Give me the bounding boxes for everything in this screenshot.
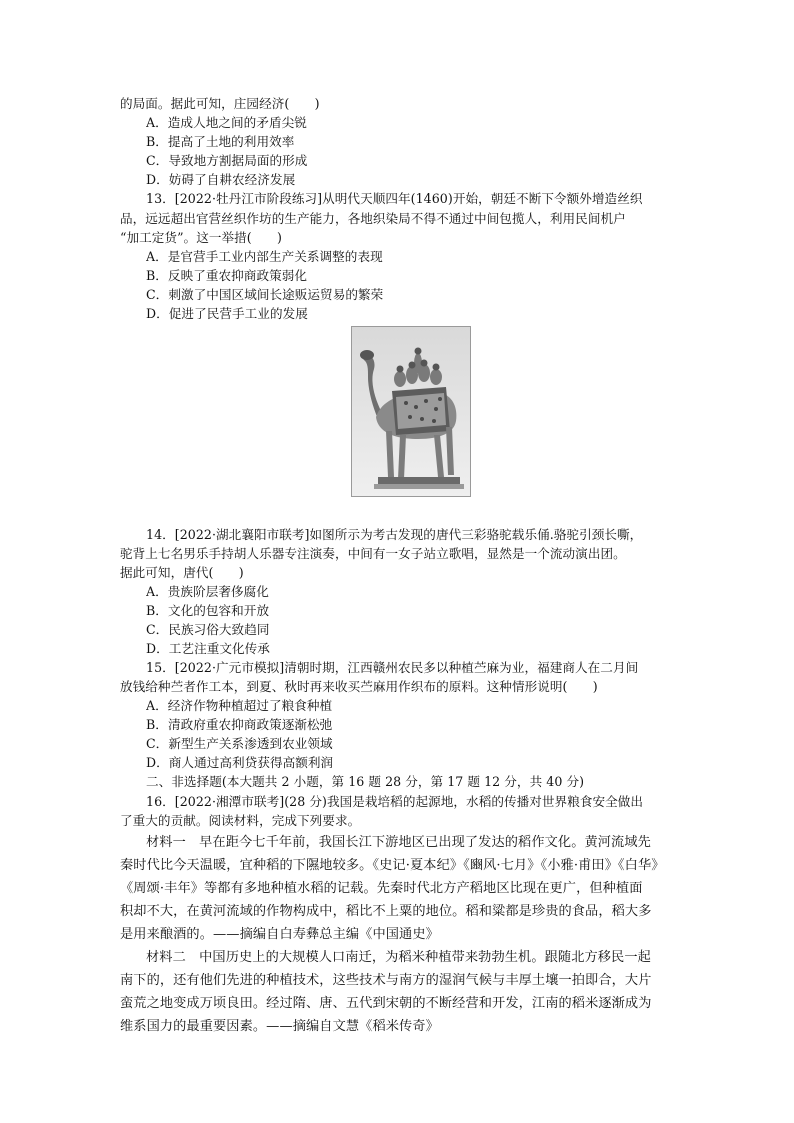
- q14-option-b: B．文化的包容和开放: [146, 603, 270, 618]
- q14-option-d: D．工艺注重文化传承: [146, 641, 270, 656]
- q15-option-a: A．经济作物种植超过了粮食种植: [146, 698, 333, 713]
- section-heading: 二、非选择题(本大题共 2 小题，第 16 题 28 分，第 17 题 12 分，共 40 分): [146, 774, 585, 789]
- material2-line: 蛮荒之地变成万顷良田。经过隋、唐、五代到宋朝的不断经营和开发，江南的稻米逐渐成为: [120, 996, 652, 1011]
- q12-option-c: C．导致地方割据局面的形成: [146, 153, 308, 168]
- material1-line: 积却不大，在黄河流域的作物构成中，稻比不上粟的地位。稻和粱都是珍贵的食品，稻大多: [120, 904, 652, 919]
- camel-figurine-image: [351, 326, 471, 497]
- material1-line: 材料一 早在距今七千年前，我国长江下游地区已出现了发达的稻作文化。黄河流域先: [146, 835, 651, 850]
- q15-option-b: B．清政府重农抑商政策逐渐松弛: [146, 717, 333, 732]
- q13-option-a: A．是官营手工业内部生产关系调整的表现: [146, 249, 383, 264]
- material2-source: 维系国力的最重要因素。——摘编自文慧《稻米传奇》: [120, 1019, 439, 1034]
- q14-option-a: A．贵族阶层奢侈腐化: [146, 584, 269, 599]
- q15-option-c: C．新型生产关系渗透到农业领域: [146, 736, 333, 751]
- q14-option-c: C．民族习俗大致趋同: [146, 622, 270, 637]
- q12-option-d: D．妨碍了自耕农经济发展: [146, 172, 296, 187]
- q15-stem-line1: 15．[2022·广元市模拟]清朝时期，江西赣州农民多以种植苎麻为业，福建商人在二月间: [146, 660, 639, 675]
- q13-option-b: B．反映了重农抑商政策弱化: [146, 268, 308, 283]
- q12-stem-tail: 的局面。据此可知，庄园经济( ): [120, 96, 320, 111]
- q16-stem-line1: 16．[2022·湘潭市联考](28 分)我国是栽培稻的起源地，水稻的传播对世界粮食安全做出: [146, 794, 644, 809]
- q16-stem-line2: 了重大的贡献。阅读材料，完成下列要求。: [120, 813, 361, 828]
- q13-stem-line1: 13．[2022·牡丹江市阶段练习]从明代天顺四年(1460)开始，朝廷不断下令额外增造丝织: [146, 191, 643, 206]
- q12-option-a: A．造成人地之间的矛盾尖锐: [146, 115, 307, 130]
- q14-stem-line2: 驼背上七名男乐手持胡人乐器专注演奏，中间有一女子站立歌唱，显然是一个流动演出团。: [120, 546, 626, 561]
- q15-stem-line2: 放钱给种苎者作工本，到夏、秋时再来收买苎麻用作织布的原料。这种情形说明( ): [120, 679, 598, 694]
- material2-line: 材料二 中国历史上的大规模人口南迁，为稻米种植带来勃勃生机。跟随北方移民一起: [146, 950, 651, 965]
- q13-stem-line2: 品，远远超出官营丝织作坊的生产能力，各地织染局不得不通过中间包揽人，利用民间机户: [120, 211, 626, 226]
- material2-line: 南下的，还有他们先进的种植技术，这些技术与南方的湿润气候与丰厚土壤一拍即合，大片: [120, 973, 652, 988]
- q13-stem-line3: “加工定货”。这一举措( ): [120, 230, 282, 245]
- material1-line: 秦时代比今天温暖，宜种稻的下隰地较多。《史记·夏本纪》《豳风·七月》《小雅·甫田》《白华》: [120, 858, 665, 873]
- q14-stem-line1: 14．[2022·湖北襄阳市联考]如图所示为考古发现的唐代三彩骆驼载乐俑.骆驼引颈长嘶，: [146, 527, 643, 542]
- q13-option-c: C．刺激了中国区域间长途贩运贸易的繁荣: [146, 287, 384, 302]
- q13-option-d: D．促进了民营手工业的发展: [146, 306, 308, 321]
- q12-option-b: B．提高了土地的利用效率: [146, 134, 295, 149]
- material1-source: 是用来酿酒的。——摘编自白寿彝总主编《中国通史》: [120, 927, 439, 942]
- material1-line: 《周颂·丰年》等都有多地种植水稻的记载。先秦时代北方产稻地区比现在更广，但种植面: [120, 881, 643, 896]
- q14-stem-line3: 据此可知，唐代( ): [120, 565, 244, 580]
- q15-option-d: D．商人通过高利贷获得高额利润: [146, 755, 334, 770]
